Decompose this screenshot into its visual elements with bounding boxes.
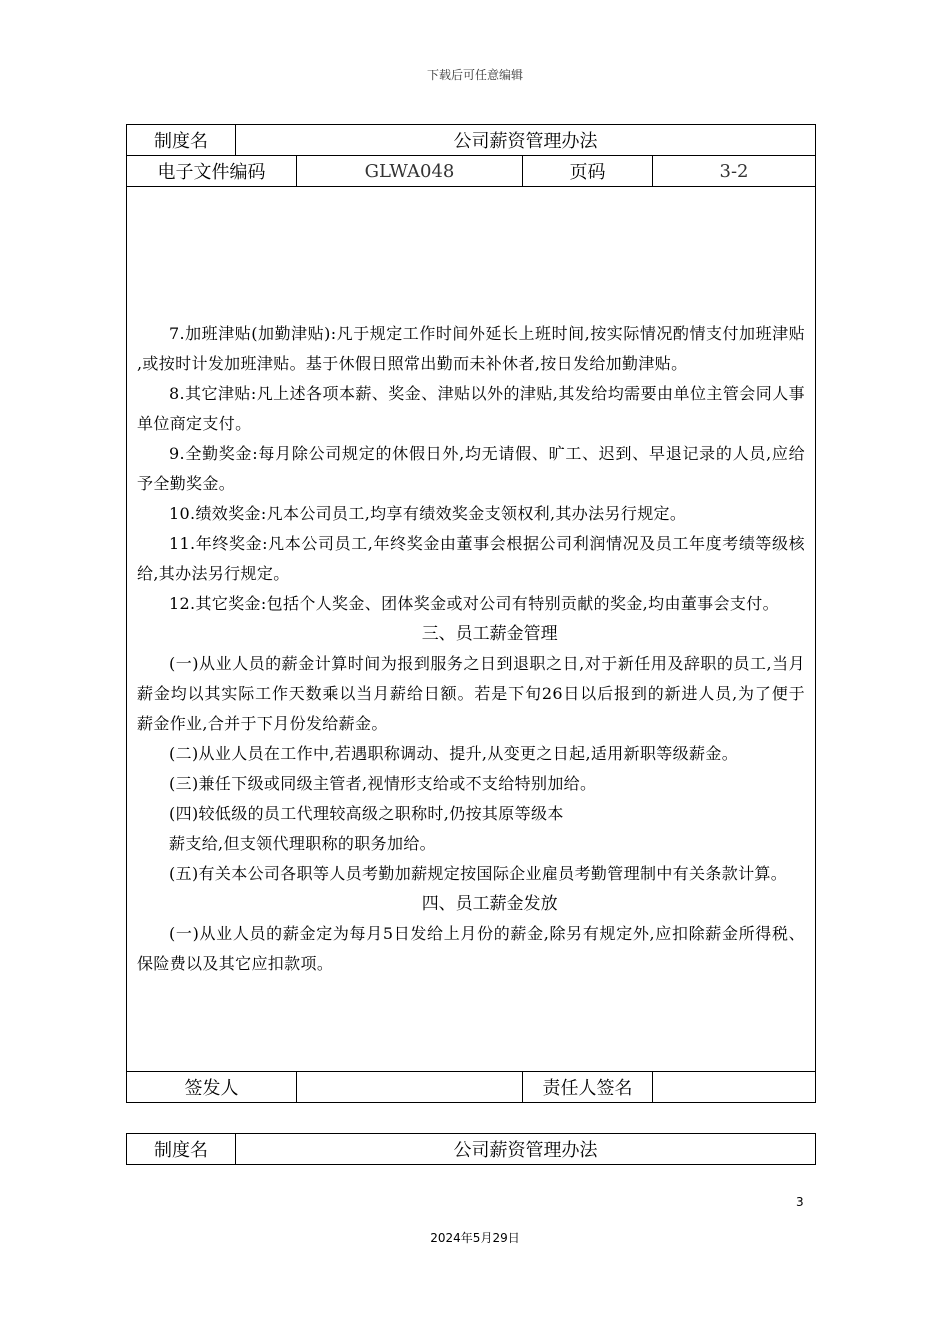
regulation-table-next <box>126 1133 816 1165</box>
label-file-code: 电子文件编码 <box>127 156 297 187</box>
section-3-item-5: (五)有关本公司各职等人员考勤加薪规定按国际企业雇员考勤管理制中有关条款计算。 <box>169 864 788 883</box>
section-3-item-2: (二)从业人员在工作中,若遇职称调动、提升,从变更之日起,适用新职等级薪金。 <box>169 744 739 763</box>
paragraph-9: 9.全勤奖金:每月除公司规定的休假日外,均无请假、旷工、迟到、早退记录的人员,应给 予全勤奖金。 <box>137 444 805 493</box>
label-page: 页码 <box>523 156 653 187</box>
label-responsible-signature: 责任人签名 <box>523 1072 653 1103</box>
section-3-item-3: (三)兼任下级或同级主管者,视情形支给或不支给特别加给。 <box>169 774 597 793</box>
section-heading-3: 三、员工薪金管理 <box>421 624 558 644</box>
paragraph-8: 8.其它津贴:凡上述各项本薪、奖金、津贴以外的津贴,其发给均需要由单位主管会同人事 单位商定支付。 <box>137 384 805 433</box>
label-regulation-name-next: 制度名 <box>127 1134 236 1165</box>
regulation-title: 公司薪资管理办法 <box>236 125 816 156</box>
page-value: 3-2 <box>653 156 816 187</box>
paragraph-10: 10.绩效奖金:凡本公司员工,均享有绩效奖金支领权利,其办法另行规定。 <box>169 504 687 523</box>
regulation-table <box>126 124 816 1103</box>
label-issuer: 签发人 <box>127 1072 297 1103</box>
footer-date: 2024年5月29日 <box>430 1231 520 1245</box>
header-note: 下载后可任意编辑 <box>426 68 523 82</box>
section-3-item-4b: 薪支给,但支领代理职称的职务加给。 <box>169 834 437 853</box>
regulation-body <box>127 187 816 1072</box>
paragraph-7: 7.加班津贴(加勤津贴):凡于规定工作时间外延长上班时间,按实际情况酌情支付加班津贴 ,或按时计发加班津贴。基于休假日照常出勤而未补休者,按日发给加勤津贴。 <box>137 324 805 373</box>
issuer-signature-field[interactable] <box>297 1072 523 1103</box>
paragraph-11: 11.年终奖金:凡本公司员工,年终奖金由董事会根据公司利润情况及员工年度考绩等级核 给,其办法另行规定。 <box>137 534 805 583</box>
page-number: 3 <box>796 1195 804 1209</box>
label-regulation-name: 制度名 <box>127 125 236 156</box>
section-heading-4: 四、员工薪金发放 <box>421 894 558 914</box>
section-4-item-1: (一)从业人员的薪金定为每月5日发给上月份的薪金,除另有规定外,应扣除薪金所得税、 保险费以及其它应扣款项。 <box>137 924 805 973</box>
section-3-item-4a: (四)较低级的员工代理较高级之职称时,仍按其原等级本 <box>169 804 564 823</box>
responsible-signature-field[interactable] <box>653 1072 816 1103</box>
regulation-title-next: 公司薪资管理办法 <box>236 1134 816 1165</box>
file-code-value: GLWA048 <box>297 156 523 187</box>
section-3-item-1: (一)从业人员的薪金计算时间为报到服务之日到退职之日,对于新任用及辞职的员工,当月 薪金均以其实际工作天数乘以当月薪给日额。若是下旬26日以后报到的新进人员,为了便于 薪金作业,合并于下月份发给薪金。 <box>137 654 805 733</box>
paragraph-12: 12.其它奖金:包括个人奖金、团体奖金或对公司有特别贡献的奖金,均由董事会支付。 <box>169 594 779 613</box>
